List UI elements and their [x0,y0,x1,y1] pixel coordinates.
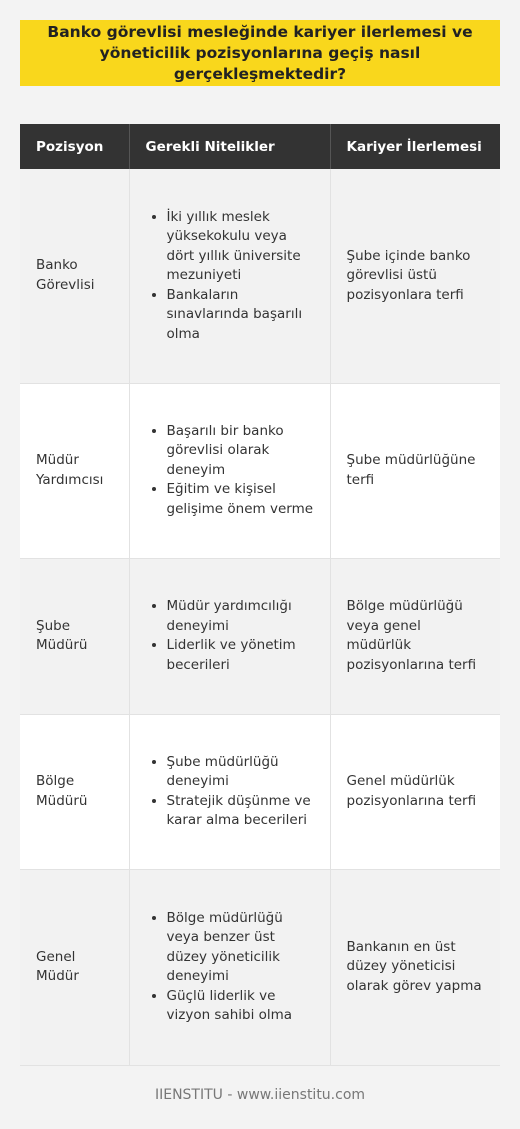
table-row [20,169,500,383]
qualification-item: • Stratejik düşünme ve karar alma becerileri [167,792,316,831]
qualifications-cell [129,558,330,714]
column-header-qualifications: Gerekli Nitelikler [129,124,330,169]
qualification-item: • Müdür yardımcılığı deneyimi [167,597,316,636]
qualification-item: • Liderlik ve yönetim becerileri [167,636,316,675]
qualification-item: • Bankaların sınavlarında başarılı olma [167,286,316,345]
qualification-item: • Bölge müdürlüğü veya benzer üst düzey yöneticilik deneyimi [167,909,316,987]
qualification-item: • Şube müdürlüğü deneyimi [167,753,316,792]
table-row [20,558,500,714]
column-header-position: Pozisyon [20,124,129,169]
qualifications-list [146,597,316,675]
table-row [20,869,500,1065]
career-table [20,124,500,1066]
position-cell: Genel Müdür [20,869,129,1065]
page-title: Banko görevlisi mesleğinde kariyer ilerlemesi ve yöneticilik pozisyonlarına geçiş nasıl gerçekleşmektedir? [47,22,473,83]
footer-credit: IIENSTITU - www.iienstitu.com [154,1087,366,1103]
qualification-item: • İki yıllık meslek yüksekokulu veya dört yıllık üniversite mezuniyeti [167,208,316,286]
position-cell: Şube Müdürü [20,558,129,714]
table-row [20,383,500,558]
progression-cell: Şube müdürlüğüne terfi [330,383,500,558]
qualifications-cell [129,869,330,1065]
qualifications-list [146,909,316,1026]
qualifications-cell [129,714,330,869]
qualifications-list [146,422,316,520]
progression-cell: Bankanın en üst düzey yöneticisi olarak görev yapma [330,869,500,1065]
qualification-item: • Güçlü liderlik ve vizyon sahibi olma [167,987,316,1026]
table-row [20,714,500,869]
table-header-row [20,124,500,169]
qualification-item: • Başarılı bir banko görevlisi olarak deneyim [167,422,316,481]
qualifications-cell [129,169,330,383]
position-cell: Banko Görevlisi [20,169,129,383]
qualifications-cell [129,383,330,558]
title-banner [20,20,500,86]
qualifications-list [146,753,316,831]
position-cell: Bölge Müdürü [20,714,129,869]
column-header-progression: Kariyer İlerlemesi [330,124,500,169]
progression-cell: Genel müdürlük pozisyonlarına terfi [330,714,500,869]
qualification-item: • Eğitim ve kişisel gelişime önem verme [167,480,316,519]
progression-cell: Bölge müdürlüğü veya genel müdürlük pozisyonlarına terfi [330,558,500,714]
qualifications-list [146,208,316,345]
position-cell: Müdür Yardımcısı [20,383,129,558]
progression-cell: Şube içinde banko görevlisi üstü pozisyonlara terfi [330,169,500,383]
